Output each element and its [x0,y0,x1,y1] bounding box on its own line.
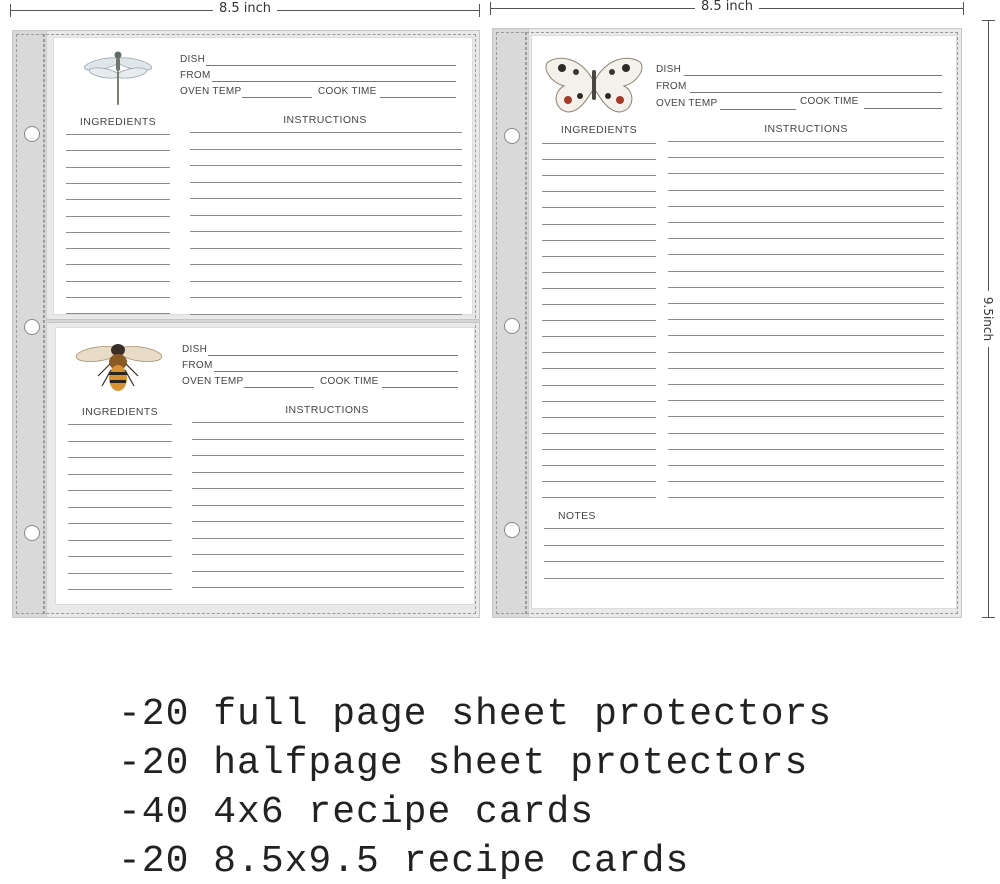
writing-line [542,304,656,305]
writing-line [190,132,462,133]
writing-line [66,281,170,282]
writing-line [68,589,172,590]
notes-label: NOTES [558,510,596,522]
writing-line [192,488,464,489]
writing-line [66,150,170,151]
writing-line [542,175,656,176]
writing-line [668,157,944,158]
writing-line [542,497,656,498]
writing-line [68,441,172,442]
writing-line [668,254,944,255]
writing-line [68,523,172,524]
oven-temp-label: OVEN TEMP [656,98,718,109]
right-width-dimension [490,0,964,18]
binder-hole [24,319,40,335]
cook-time-line [864,108,942,109]
from-label: FROM [656,81,687,92]
dish-label: DISH [656,64,682,75]
writing-line [192,505,464,506]
writing-line [68,474,172,475]
writing-line [668,352,944,353]
instructions-heading: INSTRUCTIONS [283,114,367,126]
writing-line [668,190,944,191]
writing-line [68,507,172,508]
writing-line [542,417,656,418]
writing-line [190,198,462,199]
writing-line [66,167,170,168]
writing-line [190,248,462,249]
dish-label: DISH [180,54,206,65]
cook-time-label: COOK TIME [320,376,379,387]
writing-line [542,191,656,192]
writing-line [192,587,464,588]
writing-line [190,215,462,216]
contents-item: -20 halfpage sheet protectors [118,742,809,785]
from-label: FROM [180,70,211,81]
cook-time-label: COOK TIME [318,86,377,97]
instructions-heading: INSTRUCTIONS [285,404,369,416]
writing-line [192,554,464,555]
writing-line [668,319,944,320]
writing-line [542,320,656,321]
contents-item: -20 8.5x9.5 recipe cards [118,840,690,883]
writing-line [542,207,656,208]
pocket-seam [47,319,479,323]
oven-temp-line [242,97,312,98]
cook-time-label: COOK TIME [800,96,859,107]
writing-line [542,368,656,369]
writing-line [68,573,172,574]
writing-line [668,497,944,498]
writing-line [192,439,464,440]
instructions-heading: INSTRUCTIONS [764,123,848,135]
writing-line [190,264,462,265]
writing-line [668,481,944,482]
writing-line [192,571,464,572]
binder-hole [24,126,40,142]
oven-temp-label: OVEN TEMP [182,376,244,387]
binder-hole [504,318,520,334]
writing-line [68,457,172,458]
oven-temp-line [720,109,796,110]
writing-line [542,385,656,386]
writing-line [542,256,656,257]
binder-hole [504,522,520,538]
writing-line [190,297,462,298]
dish-line [684,75,942,76]
writing-line [66,134,170,135]
dish-line [208,355,458,356]
writing-line [190,281,462,282]
writing-line [192,472,464,473]
right-width-label: 8.5 inch [695,0,759,16]
writing-line [668,368,944,369]
right-height-dimension [978,20,998,618]
writing-line [668,384,944,385]
writing-line [66,313,170,314]
writing-line [544,528,944,529]
contents-item: -20 full page sheet protectors [118,693,833,736]
dish-line [206,65,456,66]
from-line [690,92,942,93]
writing-line [542,159,656,160]
writing-line [190,314,462,315]
dragonfly-icon [82,46,154,108]
writing-line [544,578,944,579]
writing-line [68,424,172,425]
from-line [214,371,458,372]
writing-line [542,449,656,450]
writing-line [668,206,944,207]
oven-temp-label: OVEN TEMP [180,86,242,97]
writing-line [544,545,944,546]
oven-temp-line [244,387,314,388]
dish-label: DISH [182,344,208,355]
writing-line [68,540,172,541]
cook-time-line [380,97,456,98]
ingredients-heading: INGREDIENTS [560,124,638,136]
writing-line [668,335,944,336]
writing-line [66,183,170,184]
writing-line [668,303,944,304]
writing-line [542,352,656,353]
from-line [212,81,456,82]
butterfly-icon [542,52,646,118]
ingredients-heading: INGREDIENTS [81,406,159,418]
writing-line [542,465,656,466]
writing-line [542,288,656,289]
binder-hole [24,525,40,541]
writing-line [668,465,944,466]
writing-line [192,521,464,522]
contents-item: -40 4x6 recipe cards [118,791,595,834]
writing-line [668,222,944,223]
writing-line [542,336,656,337]
recipe-card-8x9-butterfly [532,36,956,608]
writing-line [542,433,656,434]
writing-line [66,199,170,200]
writing-line [192,538,464,539]
writing-line [68,556,172,557]
writing-line [190,165,462,166]
writing-line [668,416,944,417]
writing-line [544,561,944,562]
writing-line [192,422,464,423]
writing-line [542,272,656,273]
recipe-card-4x6-dragonfly [54,38,472,314]
writing-line [66,248,170,249]
writing-line [542,240,656,241]
writing-line [542,143,656,144]
writing-line [66,232,170,233]
left-width-dimension [10,0,480,20]
writing-line [668,287,944,288]
writing-line [668,400,944,401]
recipe-card-4x6-bee [56,328,474,604]
left-width-label: 8.5 inch [213,0,277,18]
from-label: FROM [182,360,213,371]
writing-line [668,173,944,174]
right-height-label: 9.5inch [981,291,995,347]
writing-line [190,182,462,183]
cook-time-line [382,387,458,388]
writing-line [542,481,656,482]
writing-line [542,401,656,402]
writing-line [192,455,464,456]
writing-line [668,271,944,272]
writing-line [66,216,170,217]
writing-line [190,149,462,150]
writing-line [668,433,944,434]
writing-line [542,224,656,225]
writing-line [68,490,172,491]
writing-line [190,231,462,232]
writing-line [66,264,170,265]
package-contents-list [118,690,832,884]
writing-line [668,449,944,450]
ingredients-heading: INGREDIENTS [79,116,157,128]
bee-icon [68,336,168,396]
writing-line [668,238,944,239]
writing-line [66,297,170,298]
binder-hole [504,128,520,144]
writing-line [668,141,944,142]
